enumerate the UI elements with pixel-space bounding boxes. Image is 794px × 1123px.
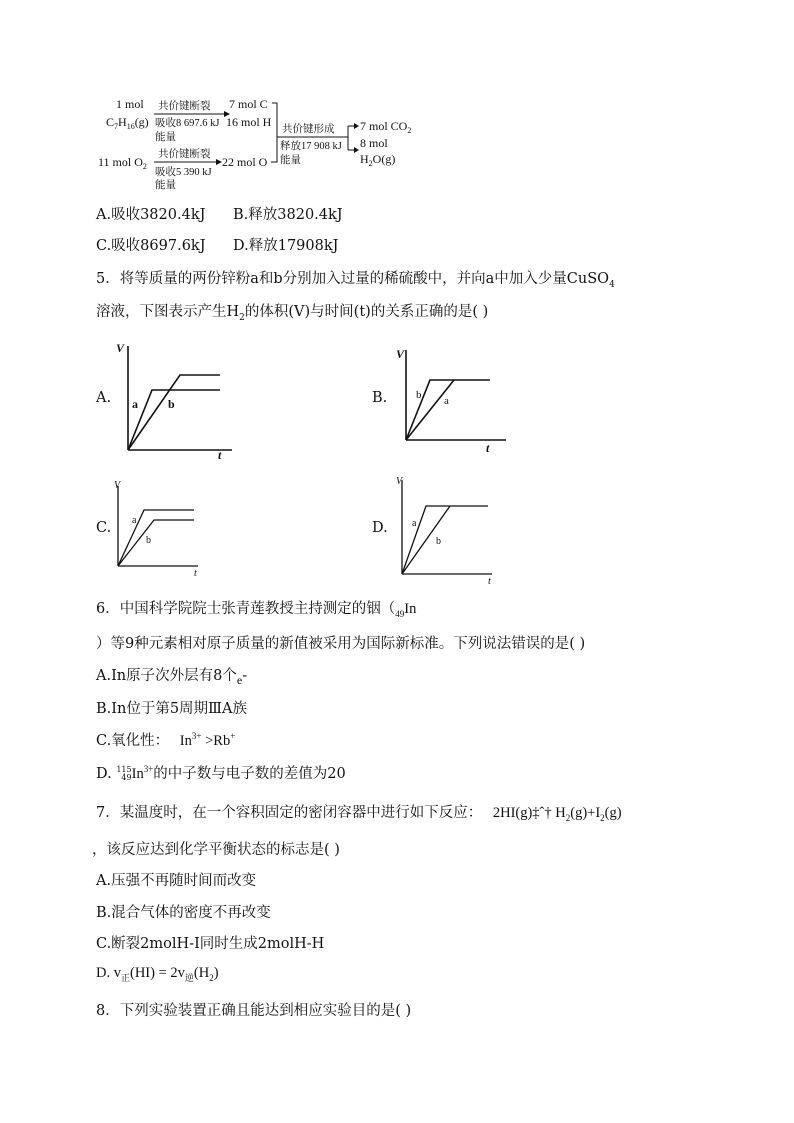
arrow2-label-energy: 能量 [155, 180, 176, 191]
arrow1-label-top: 共价键断裂 [158, 101, 211, 112]
q5-stem-line1: 5．将等质量的两份锌粉a和b分别加入过量的稀硫酸中，并向a中加入少量CuSO$_4$ [96, 271, 615, 290]
arrow1-label-energy: 能量 [155, 132, 176, 143]
q7-stem-line1: 7．某温度时，在一个容积固定的密闭容器中进行如下反应： 2HI(g)‡ˆ† $H_2(g)+I_2(g)$ [96, 805, 622, 823]
graph-b-y-label: V [396, 347, 405, 361]
graph-c-x-label: t [194, 568, 197, 578]
diagram-product-water-amount: 8 mol [360, 136, 388, 150]
q7-option-a[interactable]: A.压强不再随时间而改变 [96, 873, 257, 889]
graph-b-x-label: t [486, 441, 490, 455]
q6-option-d[interactable]: D. 115 49 $In^{3+}$的中子数与电子数的差值为20 [96, 764, 346, 782]
diagram-reactant-heptane: $C_7H_{16}(g)$ [106, 115, 149, 131]
graph-c-label-a: a [132, 515, 137, 526]
graph-a-label-a: a [132, 397, 138, 411]
q5-stem-line2: 溶液，下图表示产生$H_2$的体积(V)与时间(t)的关系正确的是( ) [96, 304, 489, 323]
graph-a-x-label: t [218, 448, 222, 460]
graph-a-label-b: b [168, 397, 175, 411]
graph-a-curve-b [128, 375, 220, 450]
q5-option-d-label[interactable]: D. [372, 520, 388, 536]
q7-stem-line2: ，该反应达到化学平衡状态的标志是( ) [92, 842, 340, 858]
arrow2-label-bottom: 吸收5 390 kJ [155, 167, 212, 178]
q6-option-a[interactable]: A.In原子次外层有8个$_e$- [96, 668, 248, 687]
q6-option-b[interactable]: B.In位于第5周期ⅢA族 [96, 701, 248, 717]
q7-option-d[interactable]: D. $v_正(HI) = 2v_逆(H_2)$ [96, 965, 219, 983]
diagram-reactant-oxygen: 11 mol $O_2$ [98, 155, 147, 171]
diagram-product-co2: 7 mol $CO_2$ [360, 119, 412, 135]
arrow3-label-bottom: 释放17 908 kJ [280, 141, 342, 152]
graph-d-curve-b [402, 506, 450, 574]
graph-b[interactable] [394, 344, 524, 460]
arrow3-label-energy: 能量 [280, 155, 301, 166]
q5-option-c-label[interactable]: C. [96, 520, 112, 536]
graph-c-curve-b [118, 520, 194, 566]
q4-option-c[interactable]: C.吸收8697.6kJ [96, 238, 206, 254]
arrow2-label-top: 共价键断裂 [158, 149, 211, 160]
q5-option-b-label[interactable]: B. [372, 390, 388, 406]
graph-b-label-a: a [444, 395, 449, 407]
graph-d-y-label: V [396, 476, 403, 487]
graph-a-y-label: V [116, 341, 125, 355]
graph-b-label-b: b [416, 389, 422, 401]
graph-c-curve-a [118, 510, 194, 566]
q4-option-a[interactable]: A.吸收3820.4kJ [96, 207, 206, 223]
graph-d-label-a: a [412, 518, 417, 529]
graph-a[interactable] [114, 338, 244, 464]
q4-option-d[interactable]: D.释放17908kJ [233, 238, 339, 254]
diagram-reactant-amount: 1 mol [116, 97, 144, 111]
graph-d-x-label: t [488, 576, 491, 586]
q5-option-a-label[interactable]: A. [96, 390, 112, 406]
arrow1-label-bottom: 吸收8 697.6 kJ [155, 118, 220, 129]
graph-d-curve-a [402, 506, 488, 574]
graph-c-label-b: b [146, 535, 151, 546]
graph-d-label-b: b [436, 536, 441, 547]
graph-c[interactable] [110, 478, 210, 582]
q8-stem: 8．下列实验装置正确且能达到相应实验目的是( ) [96, 1003, 412, 1019]
q7-option-b[interactable]: B.混合气体的密度不再改变 [96, 905, 271, 921]
diagram-atoms-o: 22 mol O [222, 155, 268, 169]
q6-stem-line1: 6．中国科学院院士张青莲教授主持测定的铟（$_{49}In$ [96, 601, 417, 619]
graph-d[interactable] [392, 474, 504, 590]
graph-c-y-label: V [114, 480, 121, 491]
diagram-atoms-c: 7 mol C [229, 97, 268, 111]
arrow3-label-top: 共价键形成 [282, 124, 335, 135]
diagram-atoms-h: 16 mol H [226, 115, 272, 129]
q4-option-b[interactable]: B.释放3820.4kJ [233, 207, 343, 223]
energy-diagram [0, 0, 794, 200]
graph-b-curve-a [406, 380, 454, 440]
diagram-product-water: $H_2O(g)$ [360, 152, 396, 168]
q6-stem-line2: ）等9种元素相对原子质量的新值被采用为国际新标准。下列说法错误的是( ) [96, 636, 586, 652]
q7-option-c[interactable]: C.断裂2molH-I同时生成2molH-H [96, 936, 325, 952]
q6-option-c[interactable]: C.氧化性： $In^{3+} >Rb^+$ [96, 731, 236, 749]
